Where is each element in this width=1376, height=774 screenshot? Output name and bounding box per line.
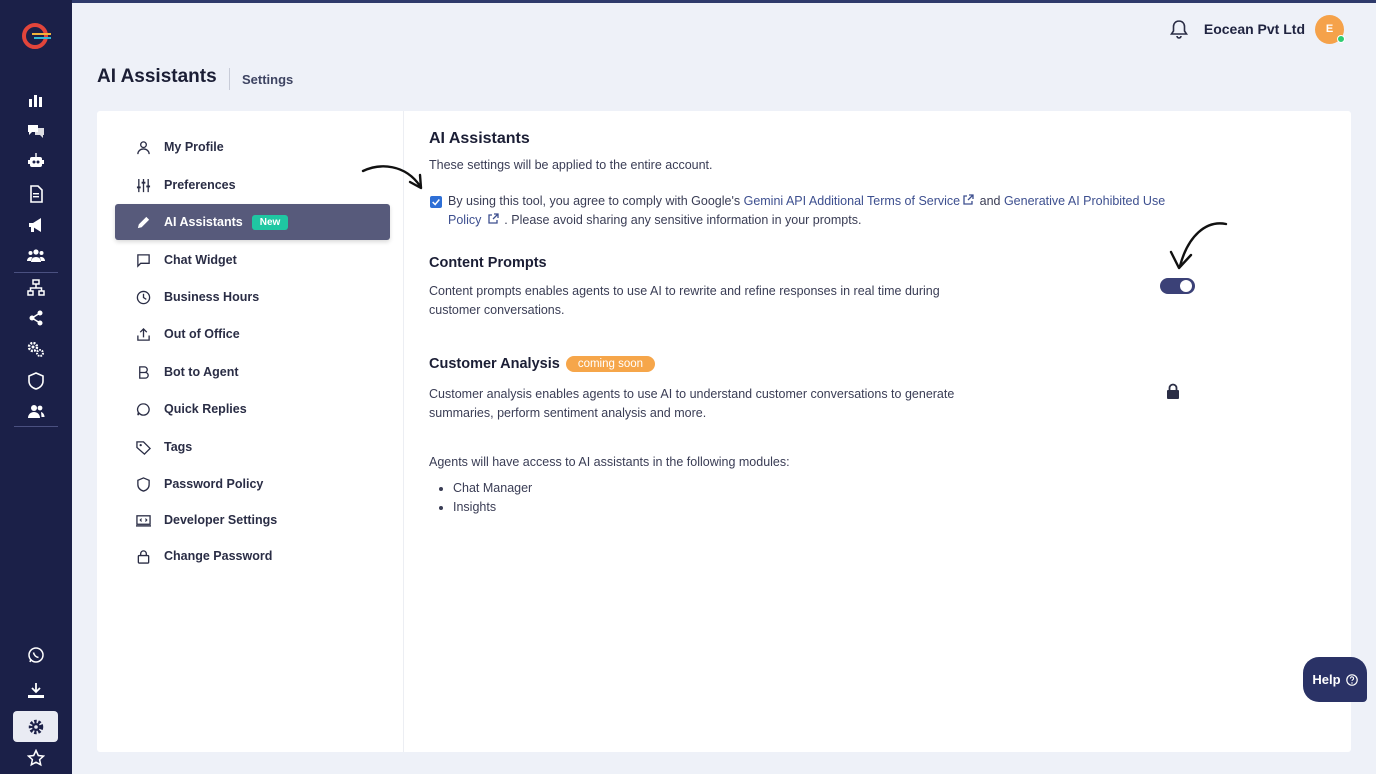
nav-label: Password Policy (164, 477, 264, 491)
nav-label: Preferences (164, 178, 236, 192)
nav-label: Tags (164, 440, 193, 454)
tag-icon (135, 439, 151, 455)
users-icon[interactable] (22, 399, 50, 423)
card-divider (403, 111, 404, 752)
nav-item-business-hours[interactable] (115, 279, 390, 315)
nav-label: Quick Replies (164, 402, 247, 416)
star-icon[interactable] (22, 746, 50, 770)
analytics-icon[interactable] (22, 88, 50, 112)
customer-analysis-title-text: Customer Analysis (429, 356, 560, 372)
bold-b-icon (135, 364, 151, 380)
share-icon[interactable] (22, 306, 50, 330)
nav-item-ai-assistants[interactable] (115, 204, 390, 240)
nav-item-quick-replies[interactable] (115, 391, 390, 427)
help-button[interactable] (1303, 657, 1367, 702)
nav-label: Change Password (164, 549, 273, 563)
page-title: AI Assistants (97, 66, 217, 87)
nav-item-preferences[interactable] (115, 167, 390, 203)
gemini-terms-link[interactable]: Gemini API Additional Terms of Service (743, 194, 961, 208)
main-sidebar (0, 0, 72, 774)
shield-icon (135, 476, 151, 492)
rail-divider (14, 426, 58, 427)
clock-icon (135, 289, 151, 305)
avatar[interactable] (1315, 15, 1344, 44)
hierarchy-icon[interactable] (22, 276, 50, 300)
rail-divider (14, 272, 58, 273)
nav-item-developer-settings[interactable] (115, 502, 390, 538)
prohibited-use-policy-link[interactable]: Generative AI Prohibited Use Policy (448, 194, 1166, 227)
nav-item-out-of-office[interactable] (115, 316, 390, 352)
content-prompts-toggle[interactable] (1160, 278, 1195, 294)
nav-label: Out of Office (164, 327, 240, 341)
nav-item-chat-widget[interactable] (115, 242, 390, 278)
external-link-icon[interactable] (962, 194, 974, 206)
annotation-arrow-icon (1166, 218, 1230, 274)
top-header (1168, 14, 1344, 44)
online-status-dot (1337, 35, 1345, 43)
terms-checkbox[interactable] (430, 196, 442, 208)
app-logo[interactable] (22, 22, 52, 50)
code-icon (135, 512, 151, 528)
section-subtitle: These settings will be applied to the entire account. (429, 158, 713, 172)
nav-label: Developer Settings (164, 513, 278, 527)
annotation-arrow-icon (360, 162, 426, 194)
settings-card (97, 111, 1351, 752)
sliders-icon (135, 177, 151, 193)
bot-icon[interactable] (22, 149, 50, 173)
nav-item-change-password[interactable] (115, 538, 390, 574)
question-icon (1346, 674, 1358, 686)
toggle-knob (1180, 280, 1192, 292)
new-badge: New (252, 215, 289, 230)
team-icon[interactable] (22, 243, 50, 267)
gears-icon[interactable] (22, 337, 50, 361)
nav-item-tags[interactable] (115, 429, 390, 465)
terms-text (448, 192, 1168, 230)
section-title: AI Assistants (429, 130, 530, 147)
nav-item-my-profile[interactable] (115, 129, 390, 165)
document-icon[interactable] (22, 182, 50, 206)
customer-analysis-title (429, 356, 655, 372)
org-name[interactable]: Eocean Pvt Ltd (1203, 21, 1305, 37)
nav-label: Chat Widget (164, 253, 237, 267)
upload-icon (135, 326, 151, 342)
shield-icon[interactable] (22, 369, 50, 393)
coming-soon-badge: coming soon (566, 356, 655, 372)
content-prompts-title: Content Prompts (429, 255, 547, 271)
nav-item-password-policy[interactable] (115, 466, 390, 502)
help-label: Help (1312, 672, 1341, 687)
external-link-icon[interactable] (487, 213, 499, 225)
user-icon (135, 139, 151, 155)
nav-label: Bot to Agent (164, 365, 239, 379)
download-icon[interactable] (22, 679, 50, 703)
terms-middle: and (976, 194, 1004, 208)
list-item: • Chat Manager (453, 479, 532, 498)
chat-bubble-icon (135, 252, 151, 268)
check-icon (431, 197, 441, 207)
whatsapp-icon[interactable] (22, 643, 50, 667)
pencil-icon (135, 214, 151, 230)
terms-suffix: . Please avoid sharing any sensitive information in your prompts. (500, 213, 862, 227)
settings-icon[interactable] (22, 715, 50, 739)
top-accent-line (0, 0, 1376, 3)
breadcrumb[interactable]: Settings (242, 72, 294, 87)
avatar-initial: E (1325, 23, 1334, 35)
lock-icon (135, 548, 151, 564)
title-divider (229, 68, 230, 90)
modules-intro: Agents will have access to AI assistants in the following modules: (429, 455, 790, 469)
megaphone-icon[interactable] (22, 213, 50, 237)
bell-icon[interactable] (1168, 18, 1190, 40)
nav-label: AI Assistants (164, 215, 243, 229)
chat-icon[interactable] (22, 118, 50, 142)
nav-label: My Profile (164, 140, 224, 154)
lock-icon (1166, 383, 1180, 399)
nav-item-bot-to-agent[interactable] (115, 354, 390, 390)
modules-list (453, 479, 532, 516)
nav-label: Business Hours (164, 290, 260, 304)
customer-analysis-description: Customer analysis enables agents to use AI to understand customer conversations to generate summaries, perform sentiment analysis and more. (429, 387, 955, 420)
list-item: • Insights (453, 498, 532, 517)
reply-bubble-icon (135, 401, 151, 417)
terms-prefix: By using this tool, you agree to comply with Google's (448, 194, 744, 208)
content-prompts-description: Content prompts enables agents to use AI to rewrite and refine responses in real time during customer conversations. (429, 284, 940, 317)
